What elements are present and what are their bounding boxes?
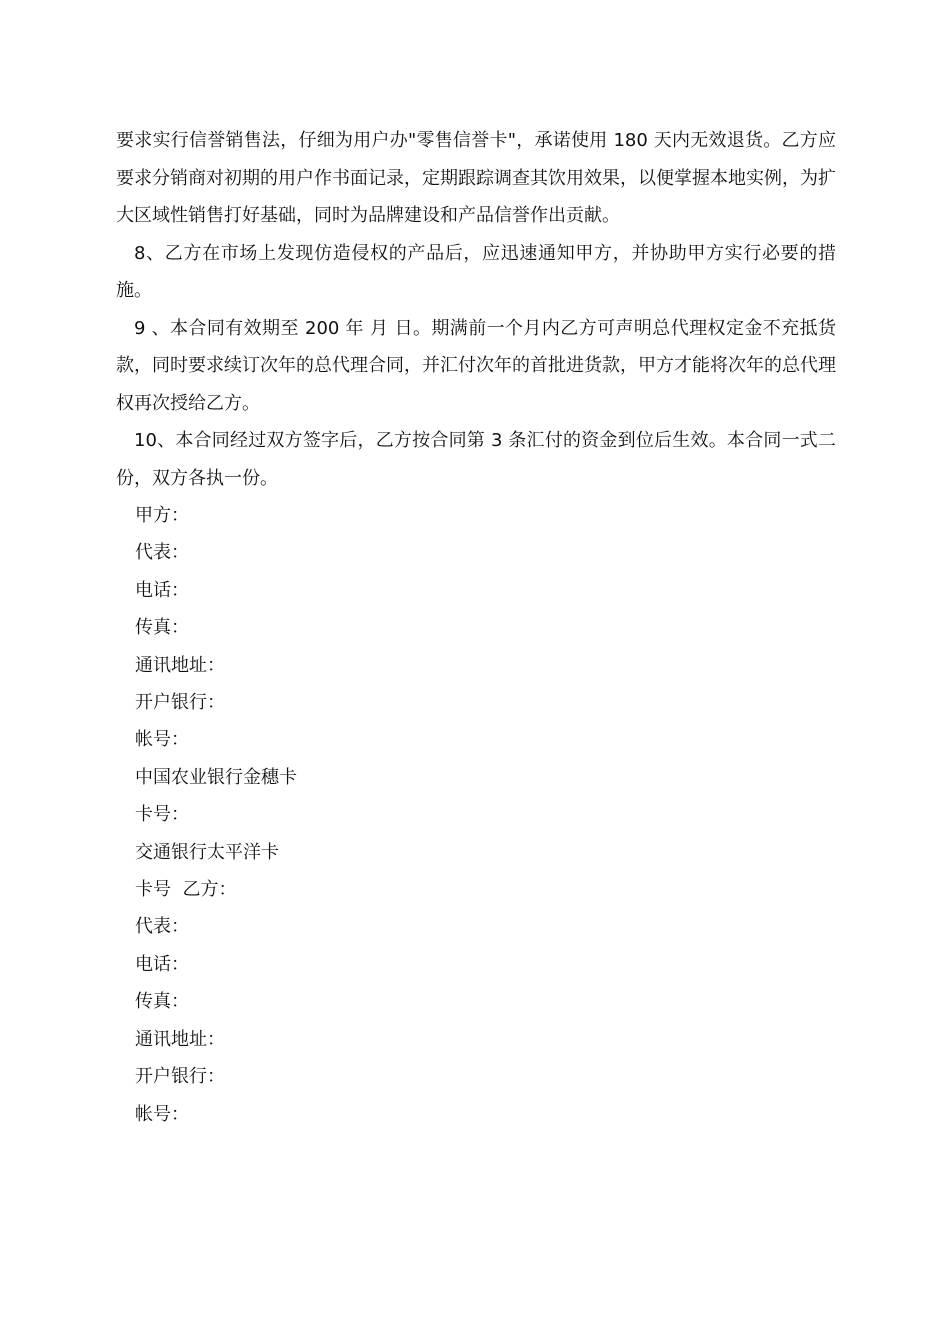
party-b-account-field: 帐号：	[135, 1103, 189, 1125]
party-a-fax-field: 传真：	[135, 617, 189, 639]
bocom-pacific-card-label: 交通银行太平洋卡	[135, 841, 279, 863]
party-a-phone-field: 电话：	[135, 579, 189, 601]
paragraph-clause-8: 8、乙方在市场上发现仿造侵权的产品后，应迅速通知甲方，并协助甲方实行必要的措施。	[116, 242, 836, 301]
party-a-bank-field: 开户银行：	[135, 692, 225, 714]
paragraph-clause-9: 9 、本合同有效期至 200 年 月 日。期满前一个月内乙方可声明总代理权定金不充抵货款，同时要求续订次年的总代理合同，并汇付次年的首批进货款，甲方才能将次年的总代理权再次授给乙方。	[116, 317, 836, 414]
party-a-representative-field: 代表：	[135, 542, 189, 564]
party-a-address-field: 通讯地址：	[135, 654, 225, 676]
party-b-bank-field: 开户银行：	[135, 1066, 225, 1088]
party-b-fax-field: 传真：	[135, 991, 189, 1013]
party-b-phone-field: 电话：	[135, 953, 189, 975]
party-b-address-field: 通讯地址：	[135, 1028, 225, 1050]
party-a-label: 甲方：	[135, 505, 189, 526]
party-b-representative-field: 代表：	[135, 916, 189, 938]
paragraph-clause-10: 10、本合同经过双方签字后，乙方按合同第 3 条汇付的资金到位后生效。本合同一式二份，双方各执一份。	[116, 430, 836, 489]
paragraph-credit-sales: 要求实行信誉销售法，仔细为用户办"零售信誉卡"，承诺使用 180 天内无效退货。乙方应要求分销商对初期的用户作书面记录，定期跟踪调查其饮用效果，以便掌握本地实例，为扩大区域性销售打好基础，同时为品牌建设和产品信誉作出贡献。	[116, 130, 836, 226]
abc-card-number-field: 卡号：	[135, 804, 189, 826]
party-a-account-field: 帐号：	[135, 729, 189, 751]
document-body	[116, 122, 836, 1133]
abc-jinsui-card-label: 中国农业银行金穗卡	[135, 766, 297, 788]
card-number-party-b-label: 卡号 乙方：	[135, 879, 237, 901]
